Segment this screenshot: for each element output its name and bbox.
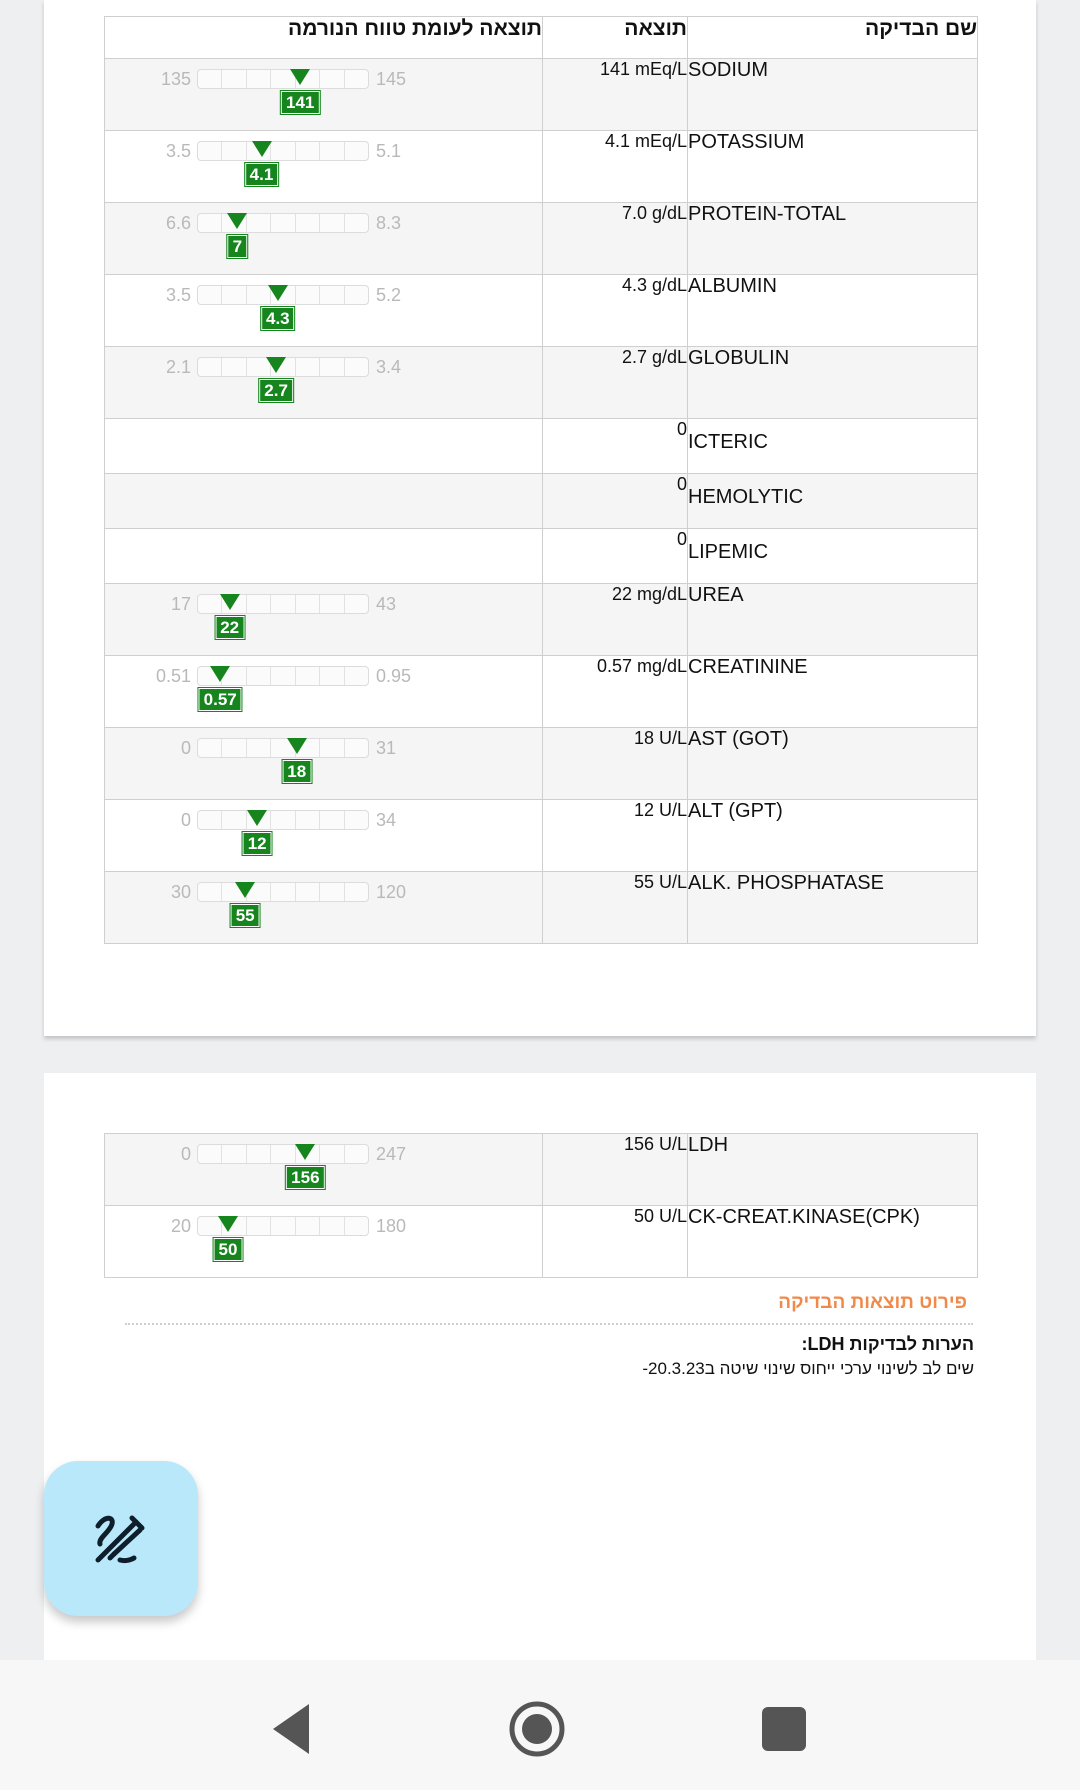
value-marker-triangle bbox=[227, 213, 247, 229]
range-gauge bbox=[105, 872, 542, 942]
result-cell: 0.57 mg/dL bbox=[543, 656, 688, 728]
test-name-cell: PROTEIN-TOTAL bbox=[688, 203, 978, 275]
range-min-label: 0 bbox=[180, 738, 191, 758]
value-marker-label: 4.3 bbox=[261, 307, 295, 330]
test-name-cell: ALBUMIN bbox=[688, 275, 978, 347]
range-max-label: 34 bbox=[376, 810, 397, 830]
range-gauge-cell bbox=[105, 584, 543, 656]
table-row bbox=[105, 275, 978, 347]
range-gauge bbox=[105, 584, 542, 654]
result-cell: 0 bbox=[543, 529, 688, 584]
value-marker-triangle bbox=[295, 1144, 315, 1160]
value-marker-triangle bbox=[252, 141, 272, 157]
range-min-label: 30 bbox=[170, 882, 191, 902]
table-row bbox=[105, 728, 978, 800]
range-gauge bbox=[105, 656, 542, 726]
value-marker-triangle bbox=[218, 1216, 238, 1232]
lab-results-table-continued bbox=[104, 1133, 978, 1278]
table-body bbox=[105, 1134, 978, 1278]
range-bar bbox=[197, 213, 369, 233]
table-row bbox=[105, 800, 978, 872]
result-cell: 18 U/L bbox=[543, 728, 688, 800]
result-cell: 12 U/L bbox=[543, 800, 688, 872]
header-range: תוצאה לעומת טווח הנורמה bbox=[105, 17, 543, 59]
table-body bbox=[105, 59, 978, 944]
result-cell: 7.0 g/dL bbox=[543, 203, 688, 275]
result-cell: 4.1 mEq/L bbox=[543, 131, 688, 203]
range-bar bbox=[197, 1144, 369, 1164]
value-marker-label: 12 bbox=[243, 832, 272, 855]
value-marker-label: 50 bbox=[213, 1238, 242, 1261]
value-marker-triangle bbox=[290, 69, 310, 85]
value-marker-triangle bbox=[268, 285, 288, 301]
value-marker-triangle bbox=[266, 357, 286, 373]
table-row bbox=[105, 529, 978, 584]
range-max-label: 0.95 bbox=[376, 666, 412, 686]
range-gauge bbox=[105, 800, 542, 870]
range-gauge-cell bbox=[105, 1134, 543, 1206]
test-name-cell: CK-CREAT.KINASE(CPK) bbox=[688, 1206, 978, 1278]
header-result: תוצאה bbox=[543, 17, 688, 59]
range-max-label: 31 bbox=[376, 738, 397, 758]
details-section-title[interactable]: פירוט תוצאות הבדיקה bbox=[778, 1292, 967, 1313]
table-row bbox=[105, 872, 978, 944]
home-circle-icon[interactable] bbox=[502, 1694, 572, 1764]
test-name-cell: POTASSIUM bbox=[688, 131, 978, 203]
range-gauge-cell bbox=[105, 59, 543, 131]
result-cell: 2.7 g/dL bbox=[543, 347, 688, 419]
test-name-cell: ALT (GPT) bbox=[688, 800, 978, 872]
table-row bbox=[105, 1134, 978, 1206]
result-cell: 0 bbox=[543, 419, 688, 474]
range-bar bbox=[197, 738, 369, 758]
table-row bbox=[105, 584, 978, 656]
range-gauge bbox=[105, 131, 542, 201]
value-marker-label: 4.1 bbox=[245, 163, 279, 186]
table-row bbox=[105, 419, 978, 474]
table-row bbox=[105, 131, 978, 203]
test-name-cell: ALK. PHOSPHATASE bbox=[688, 872, 978, 944]
range-gauge-cell bbox=[105, 728, 543, 800]
range-min-label: 135 bbox=[160, 69, 191, 89]
range-gauge bbox=[105, 1134, 542, 1204]
range-max-label: 43 bbox=[376, 594, 397, 614]
range-gauge bbox=[105, 1206, 542, 1276]
range-min-label: 0 bbox=[180, 1144, 191, 1164]
table-row bbox=[105, 1206, 978, 1278]
table-row bbox=[105, 347, 978, 419]
range-gauge bbox=[105, 728, 542, 798]
value-marker-triangle bbox=[235, 882, 255, 898]
value-marker-label: 156 bbox=[286, 1166, 324, 1189]
value-marker-triangle bbox=[247, 810, 267, 826]
result-cell: 156 U/L bbox=[543, 1134, 688, 1206]
header-test-name: שם הבדיקה bbox=[688, 17, 978, 59]
results-card-page-1 bbox=[44, 0, 1036, 1036]
value-marker-triangle bbox=[210, 666, 230, 682]
value-marker-label: 141 bbox=[281, 91, 319, 114]
range-min-label: 3.5 bbox=[165, 285, 191, 305]
range-max-label: 5.1 bbox=[376, 141, 402, 161]
range-max-label: 3.4 bbox=[376, 357, 402, 377]
range-gauge bbox=[105, 347, 542, 417]
ldh-notes-text: שים לב לשינוי ערכי ייחוס שינוי שיטה ב20.3.23- bbox=[642, 1359, 974, 1378]
range-bar bbox=[197, 882, 369, 902]
range-gauge bbox=[105, 59, 542, 129]
android-nav-bar bbox=[0, 1660, 1080, 1790]
range-min-label: 6.6 bbox=[165, 213, 191, 233]
test-name-cell: AST (GOT) bbox=[688, 728, 978, 800]
result-cell: 50 U/L bbox=[543, 1206, 688, 1278]
test-name-cell: CREATININE bbox=[688, 656, 978, 728]
range-bar bbox=[197, 141, 369, 161]
range-gauge-cell bbox=[105, 529, 543, 584]
result-cell: 55 U/L bbox=[543, 872, 688, 944]
test-name-cell: GLOBULIN bbox=[688, 347, 978, 419]
table-row bbox=[105, 59, 978, 131]
dotted-divider bbox=[125, 1323, 973, 1325]
range-gauge-cell bbox=[105, 872, 543, 944]
range-gauge-cell bbox=[105, 656, 543, 728]
ldh-notes-title: הערות לבדיקות LDH: bbox=[801, 1334, 974, 1354]
range-min-label: 0 bbox=[180, 810, 191, 830]
test-name-cell: HEMOLYTIC bbox=[688, 474, 978, 529]
value-marker-label: 55 bbox=[231, 904, 260, 927]
test-name-cell: SODIUM bbox=[688, 59, 978, 131]
range-gauge bbox=[105, 275, 542, 345]
range-max-label: 145 bbox=[376, 69, 407, 89]
value-marker-label: 2.7 bbox=[259, 379, 293, 402]
range-min-label: 3.5 bbox=[165, 141, 191, 161]
range-gauge-cell bbox=[105, 203, 543, 275]
range-max-label: 247 bbox=[376, 1144, 407, 1164]
range-min-label: 17 bbox=[170, 594, 191, 614]
range-gauge-cell bbox=[105, 347, 543, 419]
range-gauge-cell bbox=[105, 131, 543, 203]
result-cell: 4.3 g/dL bbox=[543, 275, 688, 347]
value-marker-label: 7 bbox=[228, 235, 247, 258]
recents-square-icon[interactable] bbox=[749, 1694, 819, 1764]
range-gauge-cell bbox=[105, 419, 543, 474]
value-marker-label: 18 bbox=[282, 760, 311, 783]
table-row bbox=[105, 203, 978, 275]
test-name-cell: LDH bbox=[688, 1134, 978, 1206]
range-bar bbox=[197, 69, 369, 89]
test-name-cell: LIPEMIC bbox=[688, 529, 978, 584]
table-row bbox=[105, 474, 978, 529]
range-gauge-cell bbox=[105, 1206, 543, 1278]
range-gauge-cell bbox=[105, 800, 543, 872]
range-min-label: 2.1 bbox=[165, 357, 191, 377]
test-name-cell: ICTERIC bbox=[688, 419, 978, 474]
value-marker-triangle bbox=[220, 594, 240, 610]
result-cell: 141 mEq/L bbox=[543, 59, 688, 131]
value-marker-label: 0.57 bbox=[199, 688, 242, 711]
value-marker-label: 22 bbox=[215, 616, 244, 639]
lab-results-table bbox=[104, 16, 978, 944]
result-cell: 22 mg/dL bbox=[543, 584, 688, 656]
range-max-label: 5.2 bbox=[376, 285, 402, 305]
range-max-label: 180 bbox=[376, 1216, 407, 1236]
range-bar bbox=[197, 810, 369, 830]
range-max-label: 8.3 bbox=[376, 213, 402, 233]
result-cell: 0 bbox=[543, 474, 688, 529]
edit-fab-button[interactable] bbox=[44, 1461, 198, 1616]
range-max-label: 120 bbox=[376, 882, 407, 902]
table-row bbox=[105, 656, 978, 728]
range-gauge-cell bbox=[105, 474, 543, 529]
range-gauge-cell bbox=[105, 275, 543, 347]
back-triangle-icon[interactable] bbox=[257, 1694, 327, 1764]
range-min-label: 0.51 bbox=[155, 666, 191, 686]
value-marker-triangle bbox=[287, 738, 307, 754]
edit-pen-icon bbox=[92, 1510, 150, 1568]
range-min-label: 20 bbox=[170, 1216, 191, 1236]
range-gauge bbox=[105, 203, 542, 273]
test-name-cell: UREA bbox=[688, 584, 978, 656]
